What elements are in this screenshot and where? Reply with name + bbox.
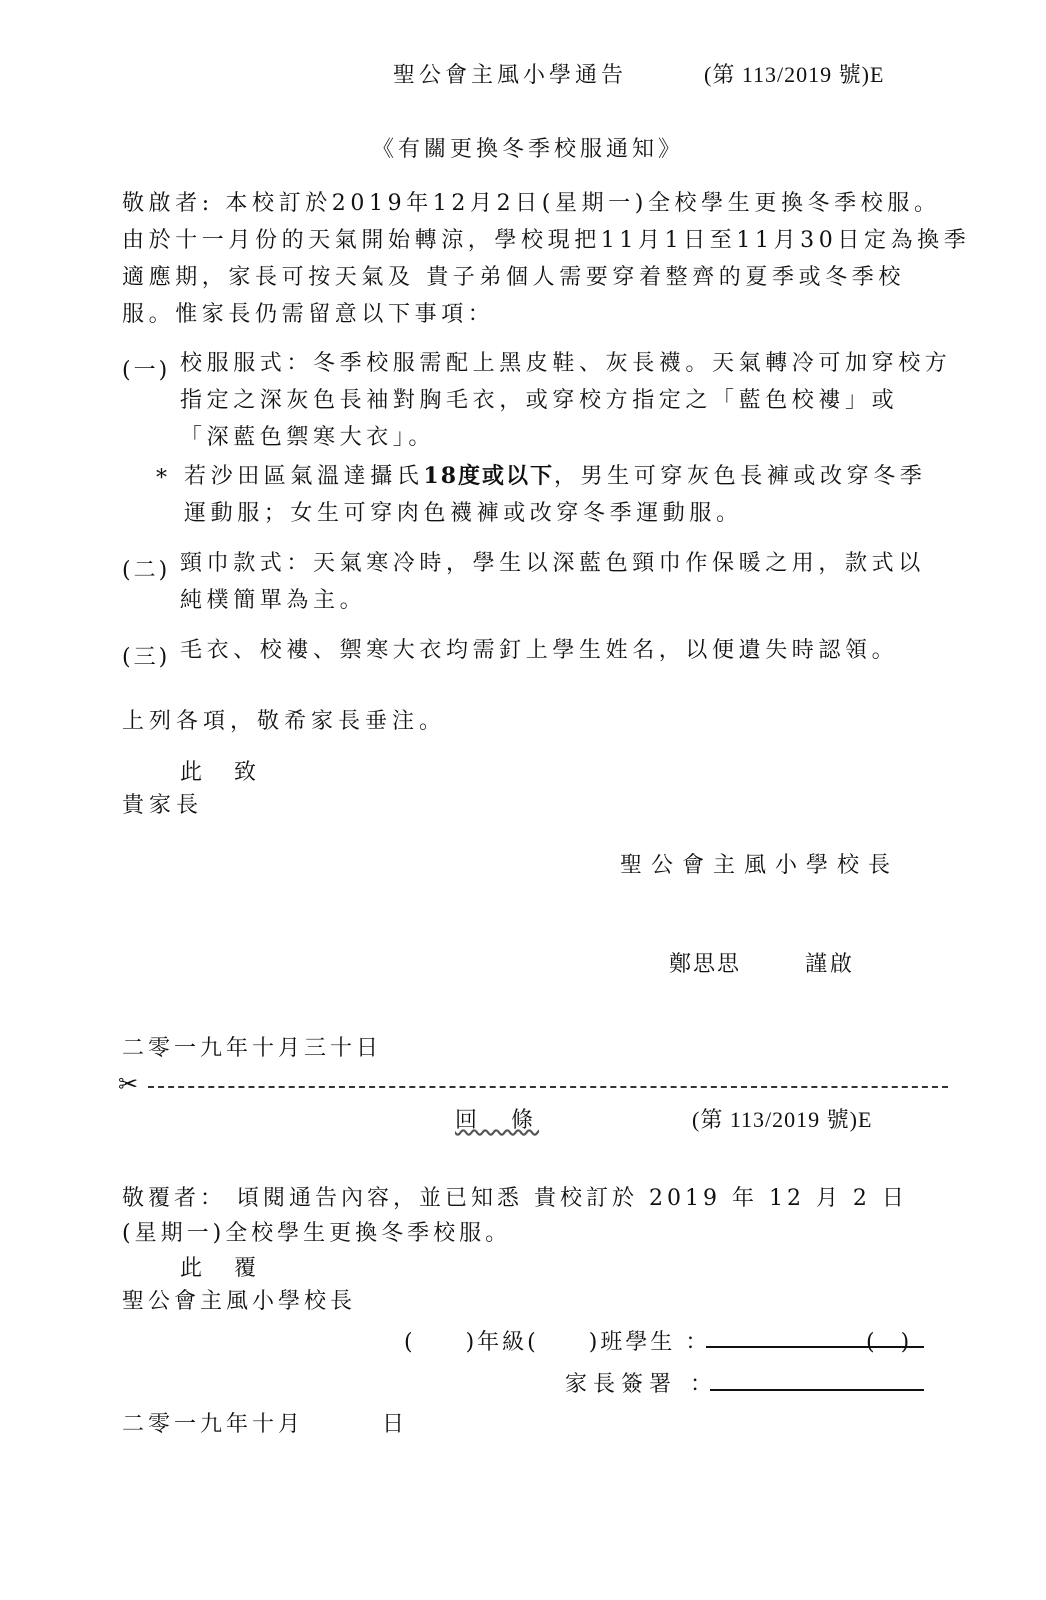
cut-line [148,1086,948,1088]
item-line: 純樸簡單為主。 [180,588,367,613]
note-text: 若沙田區氣溫達攝氏 [184,464,424,489]
signer-title: 聖公會主風小學校長 [620,853,900,878]
note-block [184,458,926,532]
notice-number: (第 113/2019 號)E [704,62,885,87]
reply-line-1: 敬覆者： 頃閱通告內容，並已知悉 貴校訂於 2019 年 12 月 2 日 [122,1186,908,1211]
item-line: 頸巾款式：天氣寒冷時，學生以深藍色頸巾作保暖之用，款式以 [180,551,925,576]
item-line: 指定之深灰色長袖對胸毛衣，或穿校方指定之「藍色校褸」或 [180,388,899,413]
reply-to: 聖公會主風小學校長 [122,1289,357,1314]
intro-paragraph [122,185,970,333]
class-field-label: ( )年級( )班學生 ： [404,1330,711,1355]
note-line-2: 運動服；女生可穿肉色襪褲或改穿冬季運動服。 [184,501,743,526]
signer-name: 鄭思思 [669,952,742,977]
item-label: (一) [122,358,171,383]
note-line-1 [184,458,926,495]
intro-line: 由於十一月份的天氣開始轉涼，學校現把11月1日至11月30日定為換季 [122,228,971,253]
school-notice-title: 聖公會主風小學通告 [393,63,628,88]
class-number-bracket: ( ) [866,1330,912,1355]
page-title: 《有關更換冬季校服通知》 [372,137,685,162]
note-star: * [156,466,167,491]
signer-suffix: 謹啟 [805,952,856,977]
item-body [180,345,951,456]
parent-signature-blank[interactable] [710,1389,924,1391]
intro-line: 敬啟者: 本校訂於2019年12月2日(星期一)全校學生更換冬季校服。 [122,191,941,216]
item-label: (二) [122,558,171,583]
item-body [180,545,925,619]
parent-sign-label: 家長簽署 ： [565,1372,718,1397]
item-label: (三) [122,645,171,670]
intro-line: 適應期，家長可按天氣及 貴子弟個人需要穿着整齊的夏季或冬季校 [122,265,905,290]
closing-recipient: 貴家長 [122,793,204,818]
scissors-icon: ✂ [118,1070,139,1098]
closing-ci-zhi: 此 致 [180,760,262,785]
reply-line-2: (星期一)全校學生更換冬季校服。 [122,1221,512,1246]
reply-date: 二零一九年十月 日 [122,1412,409,1437]
notice-date: 二零一九年十月三十日 [122,1036,383,1061]
closing-remark: 上列各項，敬希家長垂注。 [122,709,447,734]
reply-title: 回 條 [455,1108,540,1133]
reply-notice-number: (第 113/2019 號)E [692,1107,873,1132]
note-text: ，男生可穿灰色長褲或改穿冬季 [554,464,927,489]
note-highlight: 18度或以下 [423,463,555,489]
item-body [180,632,898,669]
reply-ci-fu: 此 覆 [180,1256,262,1281]
item-line: 校服服式：冬季校服需配上黑皮鞋、灰長襪。天氣轉冷可加穿校方 [180,351,952,376]
item-line: 毛衣、校褸、禦寒大衣均需釘上學生姓名，以便遺失時認領。 [180,638,899,663]
intro-line: 服。惟家長仍需留意以下事項： [122,302,495,327]
item-line: 「深藍色禦寒大衣」。 [180,425,436,450]
